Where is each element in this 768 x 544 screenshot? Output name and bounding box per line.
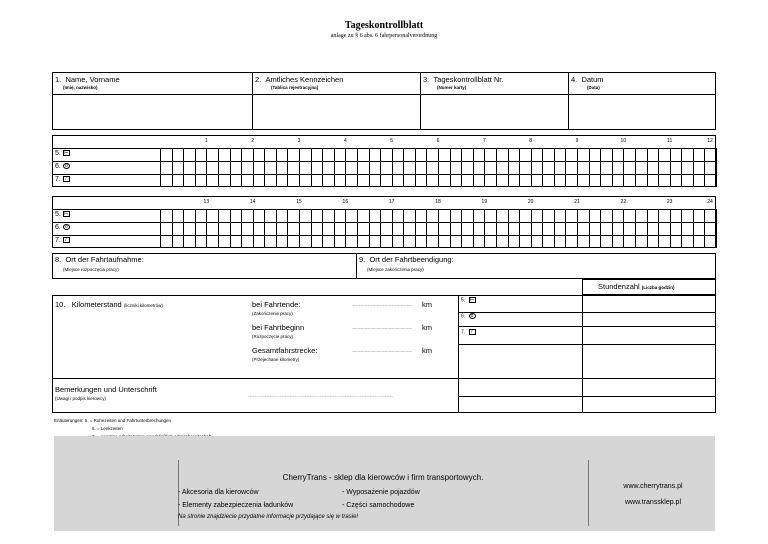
work-icon: ⁄ — [469, 329, 476, 335]
start-location-sub: (Miejsce rozpoczęcia pracy) — [63, 267, 119, 272]
footer-note: Na stronie znajdziecie przydatne informacje przydające się w trasie! — [178, 514, 359, 520]
timeline-tick: 11 — [667, 138, 673, 144]
timeline-tick: 23 — [666, 199, 673, 205]
document-subtitle: anlage zu § 6 abs. 6 fahrpersonalverordnung — [330, 33, 438, 39]
remarks-label: Bemerkungen und Unterschrift — [55, 385, 157, 394]
date-field-sub: (Data) — [587, 85, 600, 90]
plate-field-label: 2. Amtliches Kennzeichen — [255, 75, 344, 84]
timeline-row-label: 5. ⊢ — [55, 211, 69, 218]
timeline-tick: 7 — [482, 138, 486, 144]
km-row-sub: (Przejechane kilometry) — [252, 357, 300, 362]
timeline-tick: 16 — [342, 199, 349, 205]
km-row-unit: km — [422, 323, 432, 332]
km-row-label: Gesamtfahrstrecke: — [252, 346, 318, 355]
km-row-dots[interactable]: ………………………… — [352, 302, 412, 308]
footer-title: CherryTrans - sklep dla kierowców i firm transportowych. — [282, 473, 484, 482]
document-title: Tageskontrollblatt — [344, 20, 424, 31]
timeline-tick: 17 — [388, 199, 395, 205]
rest-icon: ⊢ — [64, 150, 69, 157]
km-row-dots[interactable]: ………………………… — [352, 348, 412, 354]
timeline-tick: 12 — [707, 138, 713, 144]
timeline-tick: 24 — [707, 199, 713, 205]
km-label: 10. Kilometerstand (liczniki kilometrów) — [55, 300, 163, 309]
timeline-tick: 3 — [297, 138, 301, 144]
km-side-7: 7. ⁄ — [461, 329, 476, 335]
date-field-label: 4. Datum — [571, 75, 604, 84]
km-side-5: 5. ⊢ — [461, 297, 475, 304]
timeline-tick: 6 — [436, 138, 440, 144]
km-row-label: bei Fahrtende: — [252, 300, 301, 309]
km-row-sub: (Zakończenie pracy) — [252, 311, 293, 316]
km-row-sub: (Rozpoczęcie pracy) — [252, 334, 294, 339]
timeline-tick: 10 — [620, 138, 627, 144]
footer-item-3: - Elementy zabezpieczenia ładunków — [178, 502, 294, 509]
legend-line-1: Erläuterungen: 5. = Ruhezeiten und Fahrtunterbrechungen — [54, 418, 171, 423]
plate-field-sub: (Tablica rejestracyjna) — [271, 85, 319, 90]
km-row-label: bei Fahrtbeginn — [252, 323, 305, 332]
footer-url-1[interactable]: www.cherrytrans.pl — [623, 483, 683, 490]
timeline-tick: 13 — [203, 199, 210, 205]
plate-input[interactable] — [253, 95, 419, 129]
remarks-input[interactable] — [246, 382, 456, 400]
timeline-row-label: 7. ⁄ — [55, 176, 70, 183]
name-field-sub: (Imię, nazwisko) — [63, 85, 98, 90]
work-icon: ⁄ — [63, 176, 70, 182]
remarks-dots: …………………………………………………………………………… — [248, 393, 393, 399]
timeline-tick: 19 — [481, 199, 488, 205]
timeline-tick: 20 — [527, 199, 534, 205]
start-location-label: 8. Ort der Fahrtaufnahme: — [55, 255, 144, 264]
hours-label: Stundenzahl (Liczba godzin) — [598, 282, 675, 291]
name-input[interactable] — [53, 95, 251, 129]
timeline-tick: 2 — [251, 138, 255, 144]
timeline-tick: 21 — [574, 199, 580, 205]
timeline-tick: 14 — [249, 199, 256, 205]
end-location-label: 9. Ort der Fahrtbeendigung: — [359, 255, 454, 264]
km-row-unit: km — [422, 300, 432, 309]
timeline-row-label: 5. ⊢ — [55, 150, 69, 157]
timeline-tick: 8 — [529, 138, 533, 144]
end-location-sub: (Miejsce zakończenia pracy) — [367, 267, 424, 272]
name-field-label: 1. Name, Vorname — [55, 75, 120, 84]
legend-line-2: 6. = Lenkzeiten — [92, 426, 123, 431]
timeline-tick: 9 — [575, 138, 579, 144]
footer-url-2[interactable]: www.transsklep.pl — [624, 499, 682, 506]
footer-item-1: - Akcesoria dla kierowców — [178, 489, 259, 496]
sheet-input[interactable] — [421, 95, 567, 129]
km-side-6: 6. o — [461, 313, 476, 319]
date-input[interactable] — [569, 95, 715, 129]
timeline-row-label: 6. o — [55, 224, 70, 231]
steering-wheel-icon: o — [63, 163, 70, 169]
footer-item-2: - Wyposażenie pojazdów — [342, 489, 420, 496]
steering-wheel-icon: o — [63, 224, 70, 230]
rest-icon: ⊢ — [469, 297, 475, 303]
footer-item-4: - Części samochodowe — [342, 502, 415, 509]
rest-icon: ⊢ — [64, 211, 69, 218]
steering-wheel-icon: o — [469, 313, 476, 319]
timeline-tick: 22 — [620, 199, 627, 205]
km-row-unit: km — [422, 346, 432, 355]
remarks-sub: (Uwagi i podpis kierowcy) — [55, 396, 107, 401]
timeline-tick: 15 — [296, 199, 302, 205]
timeline-tick: 18 — [435, 199, 441, 205]
work-icon: ⁄ — [63, 237, 70, 243]
timeline-row-label: 7. ⁄ — [55, 237, 70, 244]
timeline-tick: 4 — [343, 138, 347, 144]
timeline-row-label: 6. o — [55, 163, 70, 170]
sheet-field-label: 3. Tageskontrollblatt Nr. — [423, 75, 504, 84]
timeline-tick: 5 — [390, 138, 394, 144]
timeline-tick: 1 — [204, 138, 208, 144]
sheet-field-sub: (Numer karty) — [437, 85, 467, 90]
km-row-dots[interactable]: ………………………… — [352, 325, 412, 331]
